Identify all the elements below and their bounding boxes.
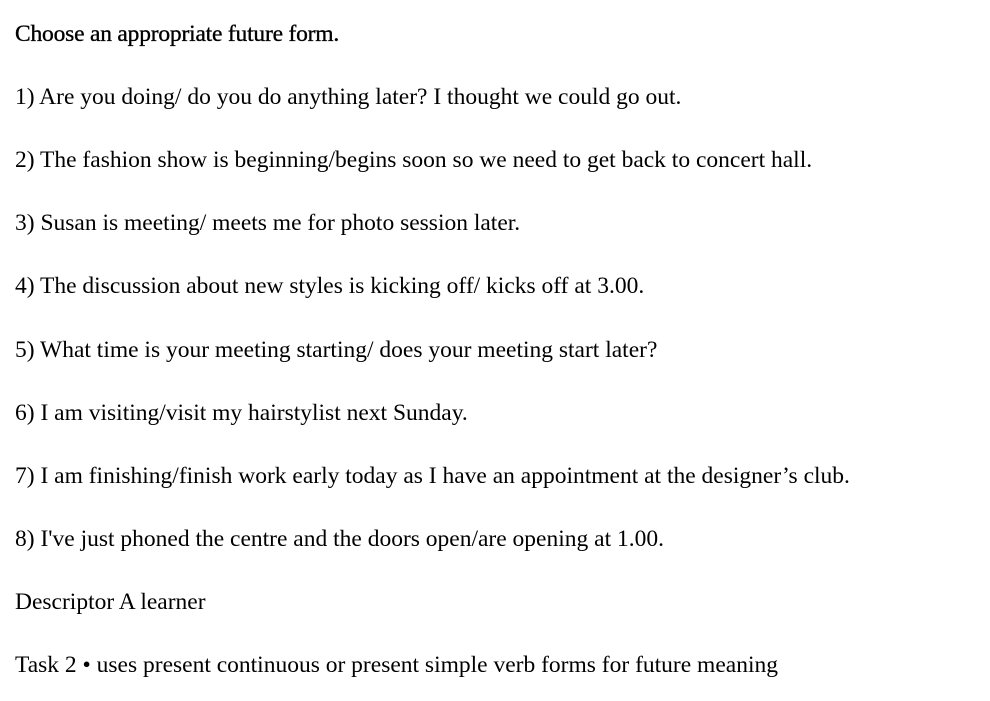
exercise-item-1: 1) Are you doing/ do you do anything later? I thought we could go out.: [15, 84, 682, 110]
exercise-item-3: 3) Susan is meeting/ meets me for photo session later.: [15, 210, 521, 236]
exercise-item-5: 5) What time is your meeting starting/ does your meeting start later?: [15, 337, 658, 363]
exercise-item-7: 7) I am finishing/finish work early today as I have an appointment at the designer’s club.: [15, 463, 850, 489]
exercise-item-6: 6) I am visiting/visit my hairstylist next Sunday.: [15, 400, 468, 426]
exercise-item-4: 4) The discussion about new styles is kicking off/ kicks off at 3.00.: [15, 273, 645, 299]
descriptor-label: Descriptor A learner: [15, 589, 206, 615]
exercise-item-2: 2) The fashion show is beginning/begins soon so we need to get back to concert hall.: [15, 147, 813, 173]
exercise-item-8: 8) I've just phoned the centre and the doors open/are opening at 1.00.: [15, 526, 664, 552]
task-heading: Choose an appropriate future form.: [15, 21, 340, 47]
task-descriptor: Task 2 • uses present continuous or present simple verb forms for future meaning: [15, 652, 778, 678]
